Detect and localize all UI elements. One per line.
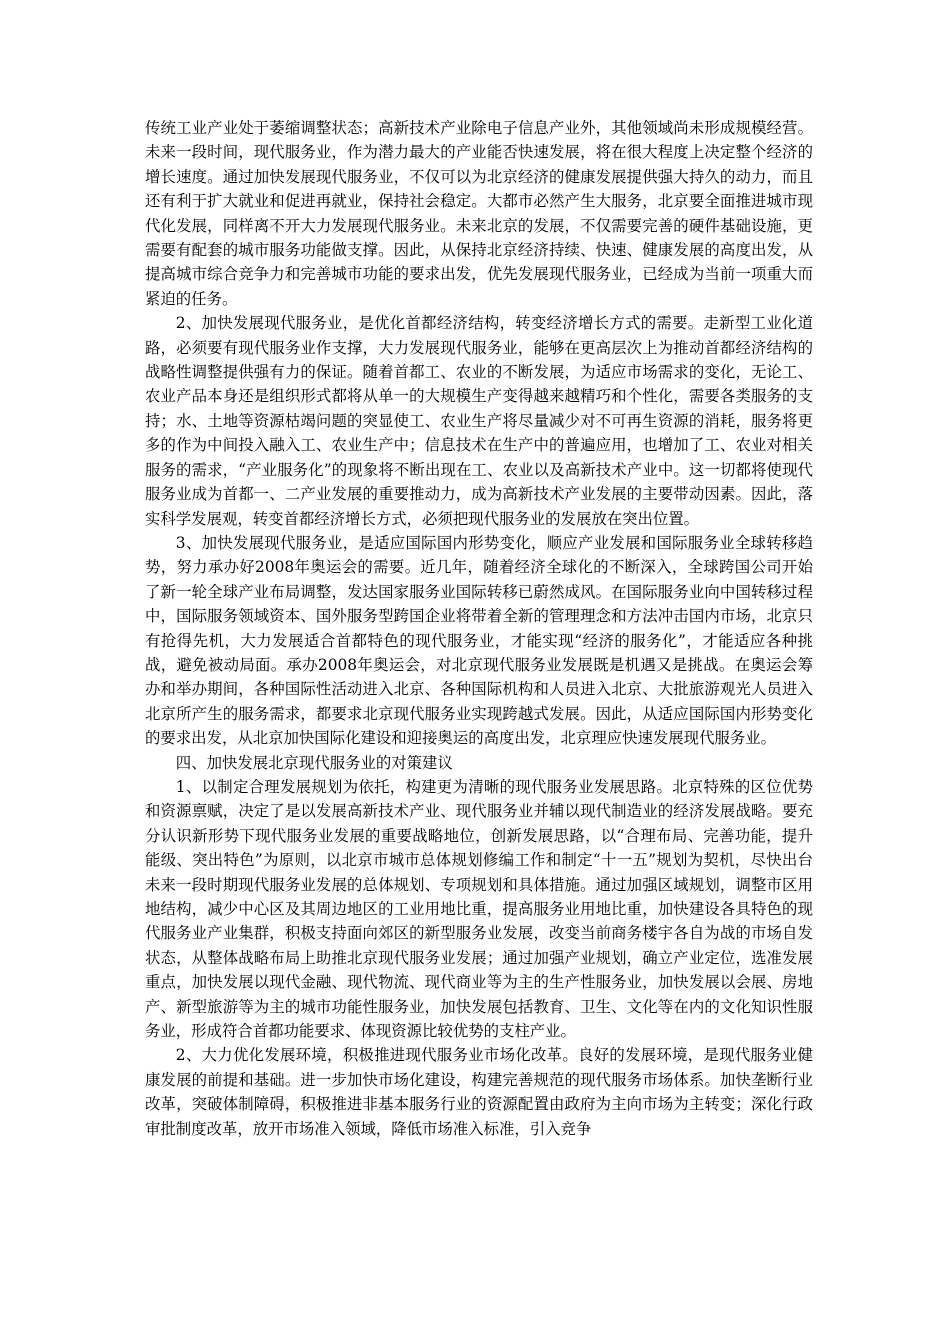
paragraph-point-3: 3、加快发展现代服务业，是适应国际国内形势变化，顺应产业发展和国际服务业全球转移趋势，努力承办好2008年奥运会的需要。近几年，随着经济全球化的不断深入，全球跨国公司开始了新一轮全球产业布局调整，发达国家服务业国际转移已蔚然成风。在国际服务业向中国转移过程中，国际服务领域资本、国外服务型跨国企业将带着全新的管理理念和方法冲击国内市场，北京只有抢得先机，大力发展适合首都特色的现代服务业，才能实现“经济的服务化”，才能适应各种挑战，避免被动局面。承办2008年奥运会，对北京现代服务业发展既是机遇又是挑战。在奥运会筹办和举办期间，各种国际性活动进入北京、各种国际机构和人员进入北京、大批旅游观光人员进入北京所产生的服务需求，都要求北京现代服务业实现跨越式发展。因此，从适应国际国内形势变化的要求出发，从北京加快国际化建设和迎接奥运的高度出发，北京理应快速发展现代服务业。: [145, 533, 813, 748]
paragraph-suggestion-1: 1、以制定合理发展规划为依托，构建更为清晰的现代服务业发展思路。北京特殊的区位优势和资源禀赋，决定了是以发展高新技术产业、现代服务业并辅以现代制造业的经济发展战略。要充分认识新形势下现代服务业发展的重要战略地位，创新发展思路，以“合理布局、完善功能，提升能级、突出特色”为原则，以北京市城市总体规划修编工作和制定“十一五”规划为契机，尽快出台未来一段时期现代服务业发展的总体规划、专项规划和具体措施。通过加强区域规划，调整市区用地结构，减少中心区及其周边地区的工业用地比重，提高服务业用地比重，加快建设各具特色的现代服务业产业集群，积极支持面向郊区的新型服务业发展，改变当前商务楼宇各自为战的市场自发状态，从整体战略布局上助推北京现代服务业发展；通过加强产业规划，确立产业定位，选准发展重点，加快发展以现代金融、现代物流、现代商业等为主的生产性服务业，加快发展以会展、房地产、新型旅游等为主的城市功能性服务业，加快发展包括教育、卫生、文化等在内的文化知识性服务业，形成符合首都功能要求、体现资源比较优势的支柱产业。: [145, 777, 813, 1041]
paragraph-continuation: 传统工业产业处于萎缩调整状态；高新技术产业除电子信息产业外，其他领域尚未形成规模经营。未来一段时间，现代服务业，作为潜力最大的产业能否快速发展，将在很大程度上决定整个经济的增长速度。通过加快发展现代服务业，不仅可以为北京经济的健康发展提供强大持久的动力，而且还有利于扩大就业和促进再就业，保持社会稳定。大都市必然产生大服务，北京要全面推进城市现代化发展，同样离不开大力发展现代服务业。未来北京的发展，不仅需要完善的硬件基础设施，更需要有配套的城市服务功能做支撑。因此，从保持北京经济持续、快速、健康发展的高度出发，从提高城市综合竞争力和完善城市功能的要求出发，优先发展现代服务业，已经成为当前一项重大而紧迫的任务。: [145, 119, 813, 308]
document-body: [145, 116, 813, 1141]
section-heading-four: 四、加快发展北京现代服务业的对策建议: [175, 753, 453, 772]
paragraph-point-2: 2、加快发展现代服务业，是优化首都经济结构，转变经济增长方式的需要。走新型工业化道路，必须要有现代服务业作支撑，大力发展现代服务业，能够在更高层次上为推动首都经济结构的战略性调整提供强有力的保证。随着首都工、农业的不断发展，为适应市场需求的变化，无论工、农业产品本身还是组织形式都将从单一的大规模生产变得越来越精巧和个性化，需要各类服务的支持；水、土地等资源枯竭问题的突显使工、农业生产将尽量减少对不可再生资源的消耗，服务将更多的作为中间投入融入工、农业生产中；信息技术在生产中的普遍应用，也增加了工、农业对相关服务的需求，“产业服务化”的现象将不断出现在工、农业以及高新技术产业中。这一切都将使现代服务业成为首都一、二产业发展的重要推动力，成为高新技术产业发展的主要带动因素。因此，落实科学发展观，转变首都经济增长方式，必须把现代服务业的发展放在突出位置。: [145, 314, 813, 528]
paragraph-suggestion-2: 2、大力优化发展环境，积极推进现代服务业市场化改革。良好的发展环境，是现代服务业健康发展的前提和基础。进一步加快市场化建设，构建完善规范的现代服务市场体系。加快垄断行业改革，突破体制障碍，积极推进非基本服务行业的资源配置由政府为主向市场为主转变；深化行政审批制度改革，放开市场准入领域，降低市场准入标准，引入竞争: [145, 1046, 813, 1138]
